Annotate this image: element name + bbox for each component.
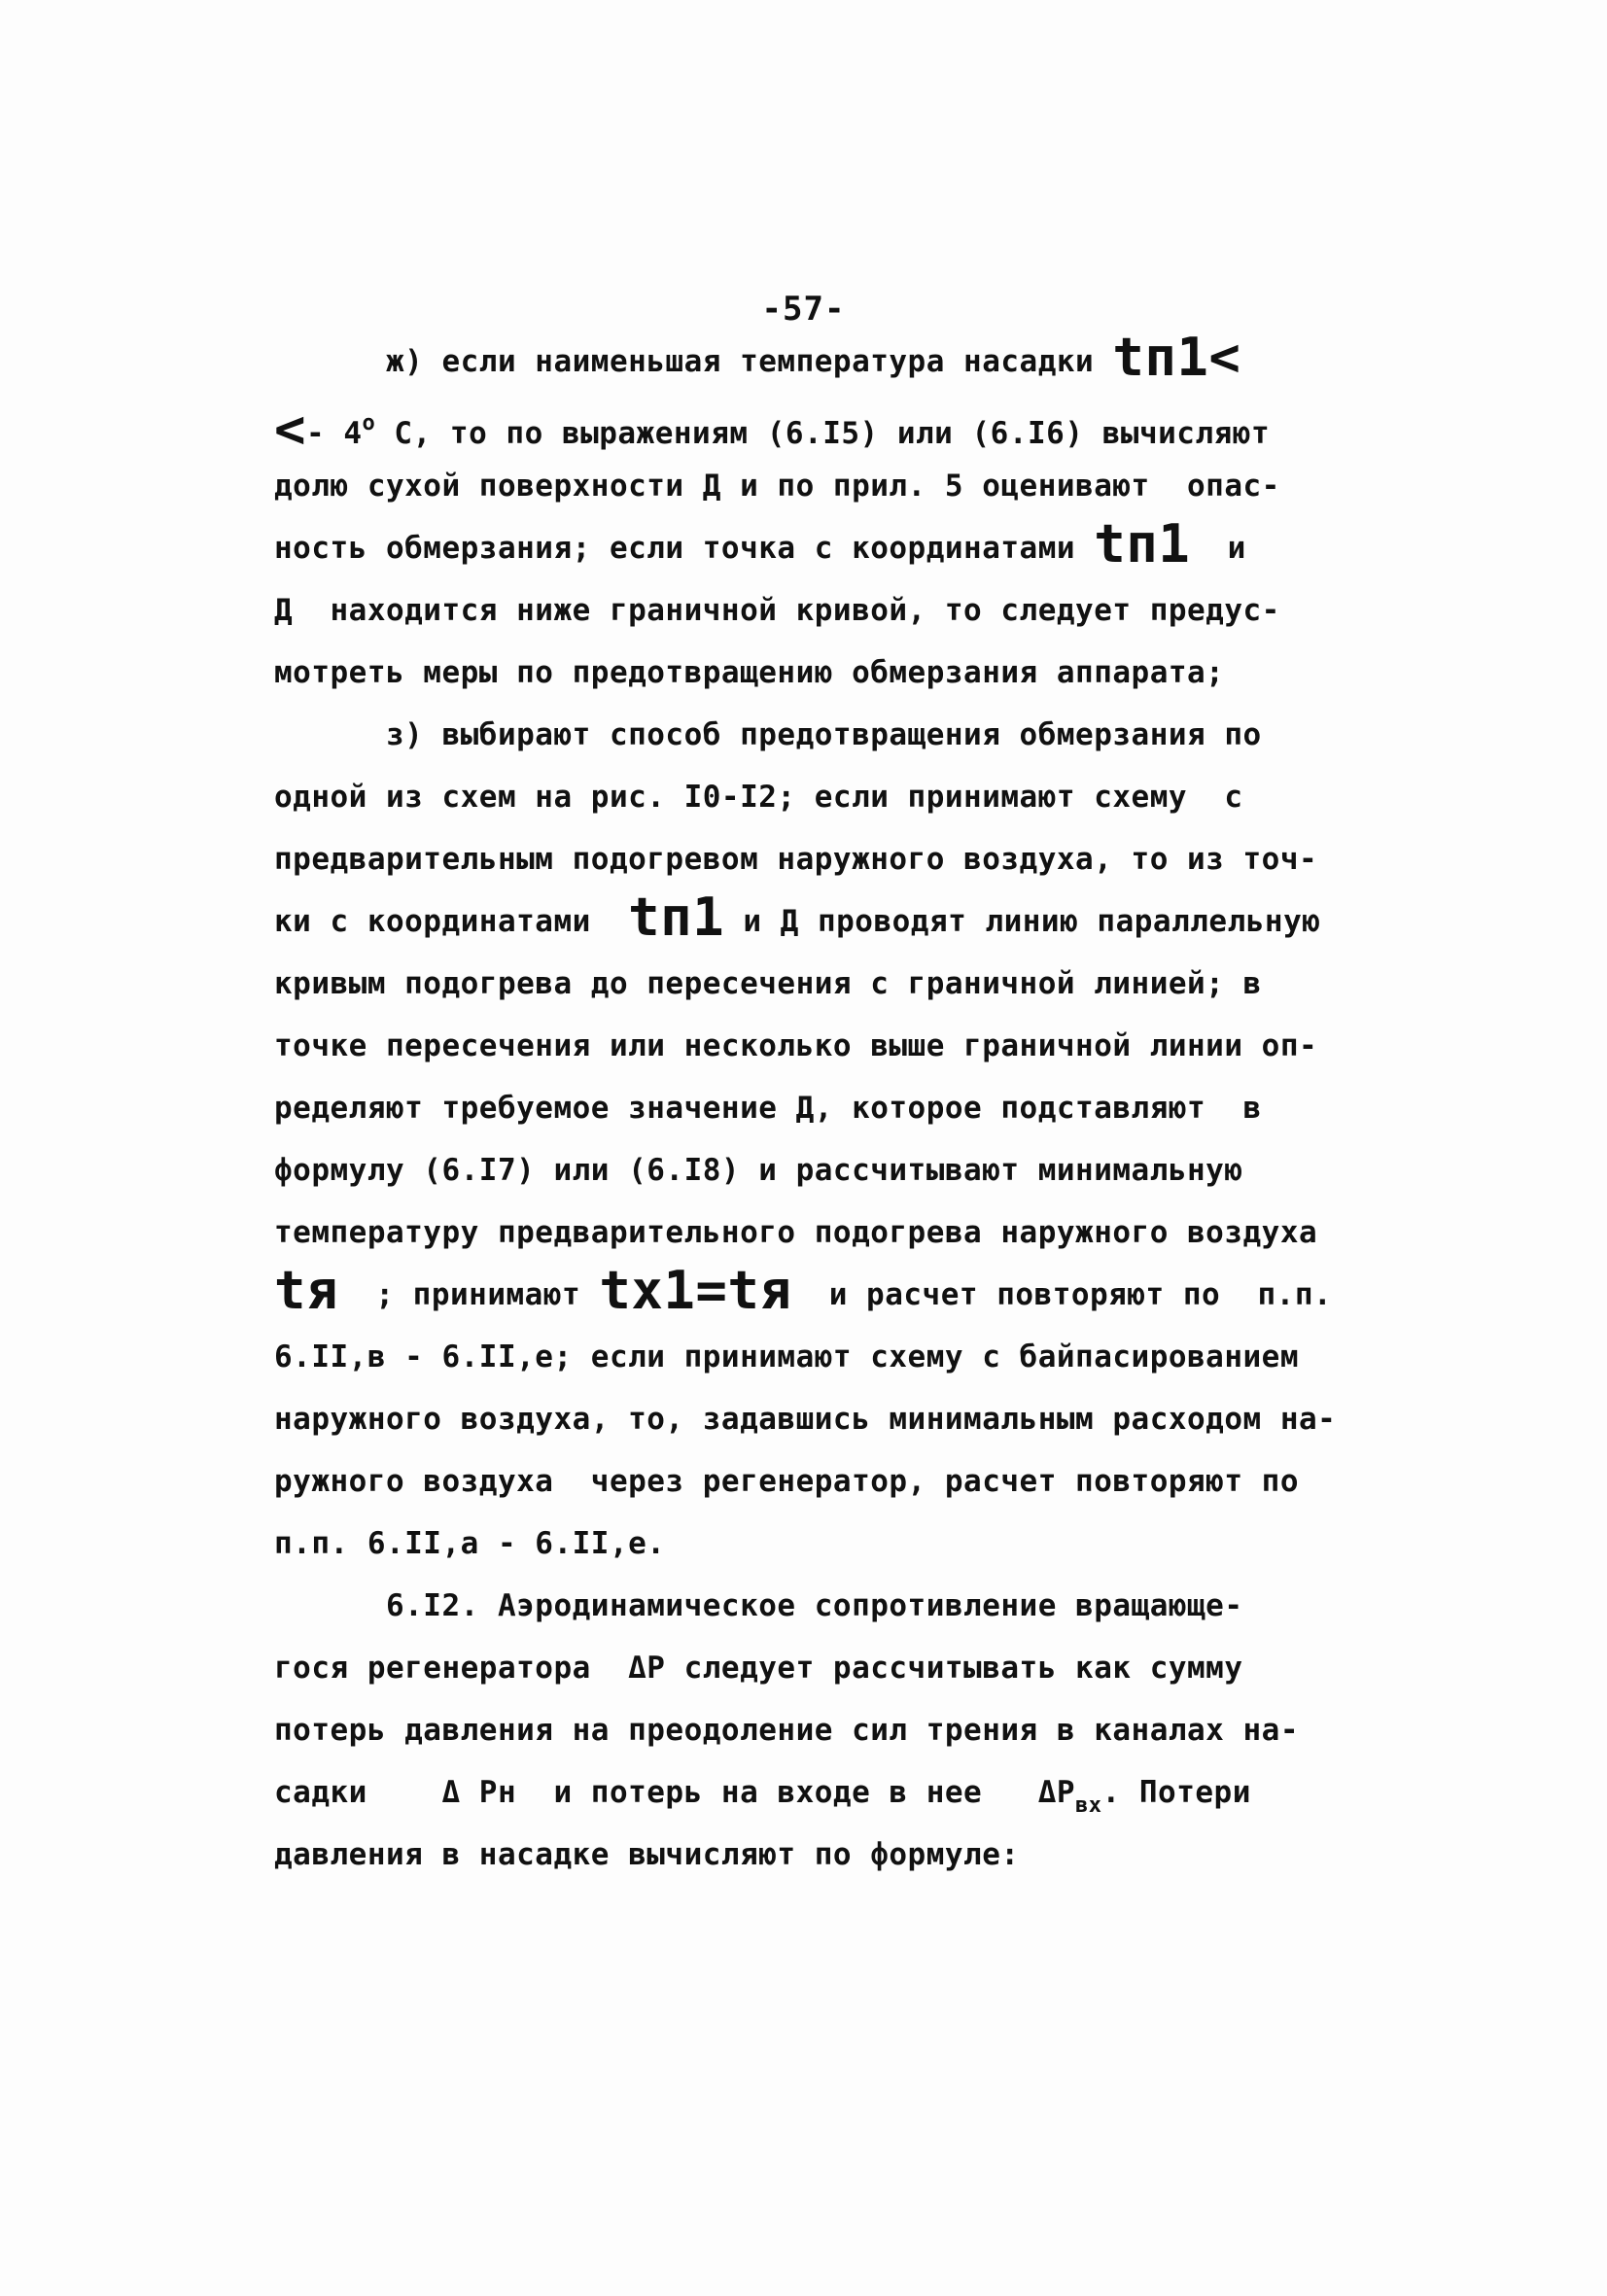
text-run: ; принимают bbox=[338, 1277, 600, 1312]
text-run: ружного воздуха через регенератор, расчет повторяют по bbox=[274, 1464, 1299, 1499]
text-run: . Потери bbox=[1101, 1775, 1251, 1810]
text-run: долю сухой поверхности Д и по прил. 5 оценивают опас- bbox=[274, 469, 1280, 504]
text-run: мотреть меры по предотвращению обмерзания аппарата; bbox=[274, 655, 1225, 690]
text-run: одной из схем на рис. I0-I2; если принимают схему с bbox=[274, 780, 1243, 815]
text-line bbox=[274, 513, 1353, 579]
text-run: формулу (6.I7) или (6.I8) и рассчитывают минимальную bbox=[274, 1153, 1243, 1188]
text-line bbox=[274, 704, 1353, 766]
subscript: вх bbox=[1075, 1793, 1102, 1818]
text-line bbox=[274, 1761, 1353, 1824]
text-run: з) выбирают способ предотвращения обмерзания по bbox=[274, 717, 1262, 752]
text-line bbox=[274, 1824, 1353, 1886]
text-run: Д находится ниже граничной кривой, то следует предус- bbox=[274, 593, 1280, 628]
text-run: ределяют требуемое значение Д, которое подставляют в bbox=[274, 1091, 1262, 1126]
text-run: кривым подогрева до пересечения с граничной линией; в bbox=[274, 966, 1262, 1001]
text-line bbox=[274, 1139, 1353, 1201]
text-run: давления в насадке вычисляют по формуле: bbox=[274, 1837, 1020, 1872]
text-run: потерь давления на преодоление сил трения в каналах на- bbox=[274, 1713, 1299, 1748]
text-line bbox=[274, 1575, 1353, 1637]
handwritten-symbol: < bbox=[274, 399, 307, 460]
superscript: o bbox=[362, 411, 376, 435]
text-line bbox=[274, 766, 1353, 828]
text-run: температуру предварительного подогрева наружного воздуха bbox=[274, 1215, 1318, 1250]
text-run: наружного воздуха, то, задавшись минимальным расходом на- bbox=[274, 1402, 1337, 1437]
text-line bbox=[274, 393, 1353, 460]
text-line bbox=[274, 327, 1353, 393]
page-number: -57- bbox=[761, 290, 846, 329]
handwritten-symbol: tп1< bbox=[1112, 327, 1241, 388]
text-line bbox=[274, 1450, 1353, 1513]
text-run: точке пересечения или несколько выше граничной линии оп- bbox=[274, 1028, 1318, 1063]
text-run: и расчет повторяют по п.п. bbox=[791, 1277, 1333, 1312]
handwritten-symbol: tп1 bbox=[628, 887, 725, 948]
text-line bbox=[274, 953, 1353, 1015]
text-run: ж) если наименьшая температура насадки bbox=[274, 344, 1113, 379]
text-run: С, то по выражениям (6.I5) или (6.I6) вычисляют bbox=[375, 416, 1271, 451]
text-line bbox=[274, 579, 1353, 642]
text-line bbox=[274, 1326, 1353, 1388]
text-run: гося регенератора ΔР следует рассчитывать как сумму bbox=[274, 1651, 1243, 1686]
handwritten-symbol: tх1=tя bbox=[599, 1260, 792, 1321]
handwritten-symbol: tп1 bbox=[1094, 513, 1191, 574]
text-line bbox=[274, 887, 1353, 953]
text-line bbox=[274, 455, 1353, 517]
text-line bbox=[274, 1201, 1353, 1264]
text-line bbox=[274, 1388, 1353, 1450]
text-line bbox=[274, 828, 1353, 890]
text-run: п.п. 6.II,а - 6.II,е. bbox=[274, 1526, 666, 1561]
handwritten-symbol: tя bbox=[274, 1260, 339, 1321]
text-line bbox=[274, 1015, 1353, 1077]
text-line bbox=[274, 1637, 1353, 1699]
text-run: предварительным подогревом наружного воздуха, то из точ- bbox=[274, 842, 1318, 877]
text-run: и Д проводят линию параллельную bbox=[724, 904, 1321, 939]
text-run: садки Δ Рн и потерь на входе в нее ΔР bbox=[274, 1775, 1076, 1810]
text-run: ки с координатами bbox=[274, 904, 629, 939]
text-line bbox=[274, 1699, 1353, 1761]
paragraph-item-z bbox=[274, 704, 1353, 1575]
text-run: и bbox=[1190, 531, 1246, 566]
text-run: - 4 bbox=[306, 416, 363, 451]
text-line bbox=[274, 1513, 1353, 1575]
text-line bbox=[274, 1077, 1353, 1139]
text-line bbox=[274, 642, 1353, 704]
text-line bbox=[274, 1260, 1353, 1326]
text-run: ность обмерзания; если точка с координатами bbox=[274, 531, 1095, 566]
paragraph-item-zh bbox=[274, 327, 1353, 704]
text-run: 6.II,в - 6.II,е; если принимают схему с байпасированием bbox=[274, 1339, 1299, 1374]
paragraph-6-12 bbox=[274, 1575, 1353, 1886]
text-run: 6.I2. Аэродинамическое сопротивление вращающе- bbox=[274, 1588, 1243, 1623]
